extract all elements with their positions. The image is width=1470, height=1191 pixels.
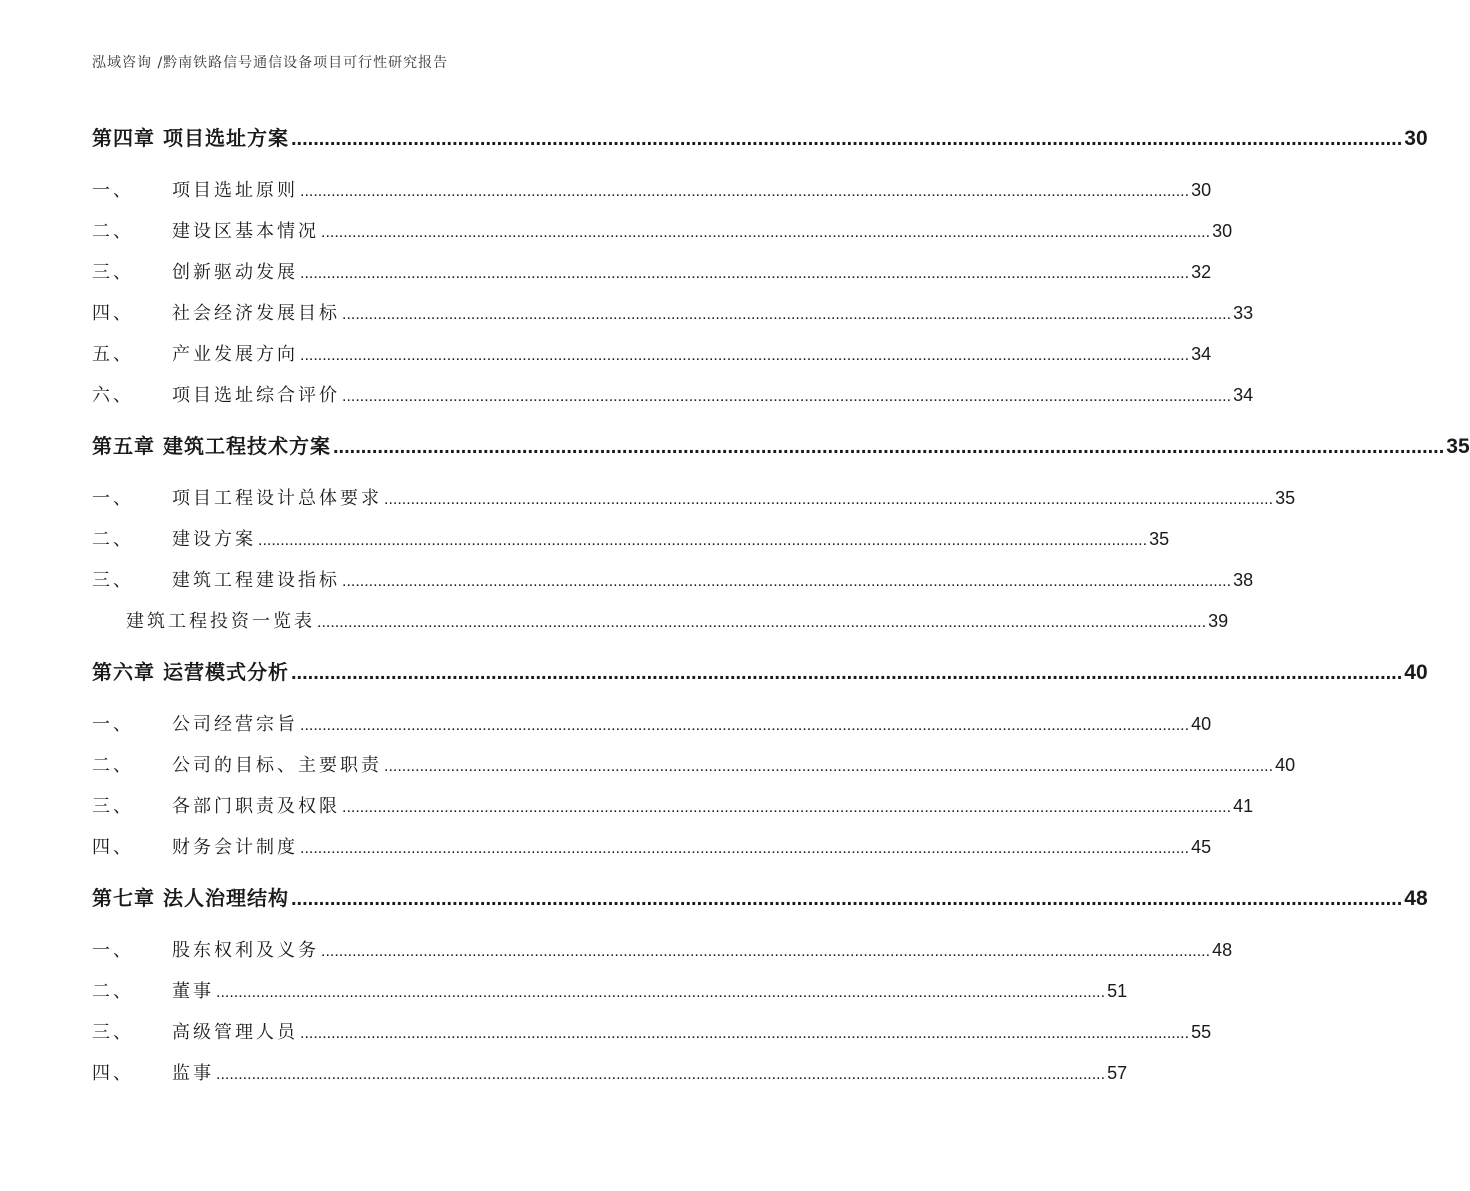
toc-leader-dots: ........................................................................................................................................................................................................ — [384, 758, 1274, 775]
toc-section[interactable] — [92, 751, 1296, 777]
toc-page-number: 40 — [1404, 661, 1428, 684]
toc-section[interactable] — [92, 977, 1128, 1003]
toc-page-number: 35 — [1446, 435, 1470, 458]
toc-section[interactable] — [92, 792, 1254, 818]
toc-section-number: 二、 — [92, 529, 134, 550]
toc-section-title: 创新驱动发展 — [172, 262, 298, 283]
toc-section-number: 四、 — [92, 837, 134, 858]
toc-section-title: 社会经济发展目标 — [172, 303, 340, 324]
toc-section[interactable] — [92, 936, 1233, 962]
toc-page-number: 38 — [1233, 570, 1254, 590]
toc-page-number: 30 — [1191, 180, 1212, 200]
toc-section-number: 四、 — [92, 1063, 134, 1084]
toc-leader-dots: ........................................................................................................................................................................................................ — [300, 183, 1190, 200]
toc-section-number: 二、 — [92, 981, 134, 1002]
toc-section-title: 项目选址综合评价 — [172, 385, 340, 406]
toc-chapter-title: 第五章 建筑工程技术方案 — [92, 434, 331, 458]
toc-section[interactable] — [92, 176, 1212, 202]
toc-section[interactable] — [92, 299, 1254, 325]
toc-section-title: 建设方案 — [172, 529, 256, 550]
toc-leader-dots: ........................................................................................................................................................................................................ — [342, 799, 1232, 816]
toc-page-number: 34 — [1191, 344, 1212, 364]
toc-section[interactable] — [92, 833, 1212, 859]
toc-page-number: 34 — [1233, 385, 1254, 405]
toc-section-title: 公司的目标、主要职责 — [172, 755, 382, 776]
toc-section-number: 二、 — [92, 221, 134, 242]
toc-section-number: 五、 — [92, 344, 134, 365]
toc-leader-dots: ........................................................................................................................................................................................................ — [342, 573, 1232, 590]
toc-section-number: 二、 — [92, 755, 134, 776]
toc-section-number: 一、 — [92, 180, 134, 201]
header-divider — [88, 78, 832, 79]
toc-section-number: 三、 — [92, 1022, 134, 1043]
toc-leader-dots: ........................................................................................................................................................................................................ — [300, 1025, 1190, 1042]
toc-chapter-5[interactable] — [92, 430, 1470, 459]
toc-section-number: 一、 — [92, 714, 134, 735]
toc-section-number: 一、 — [92, 940, 134, 961]
toc-leader-dots: ........................................................................................................................................................................................................ — [342, 388, 1232, 405]
toc-leader-dots: ........................................................................................................................................................................................................ — [290, 128, 1403, 150]
toc-section[interactable] — [92, 1018, 1212, 1044]
toc-chapter-6[interactable] — [92, 656, 1428, 685]
toc-section[interactable] — [92, 1059, 1128, 1085]
toc-page-number: 55 — [1191, 1022, 1212, 1042]
toc-leader-dots: ........................................................................................................................................................................................................ — [300, 347, 1190, 364]
toc-section[interactable] — [92, 258, 1212, 284]
toc-section[interactable] — [92, 710, 1212, 736]
toc-section[interactable] — [92, 217, 1233, 243]
toc-leader-dots: ........................................................................................................................................................................................................ — [321, 943, 1211, 960]
toc-page-number: 30 — [1212, 221, 1233, 241]
toc-page-number: 40 — [1275, 755, 1296, 775]
toc-section[interactable] — [92, 566, 1254, 592]
toc-chapter-4[interactable] — [92, 122, 1428, 151]
toc-section-title: 高级管理人员 — [172, 1022, 298, 1043]
toc-section-title: 项目选址原则 — [172, 180, 298, 201]
toc-page-number: 48 — [1404, 887, 1428, 910]
toc-chapter-title: 第六章 运营模式分析 — [92, 660, 289, 684]
toc-section-title: 董事 — [172, 981, 214, 1002]
toc-section[interactable] — [92, 340, 1212, 366]
toc-leader-dots: ........................................................................................................................................................................................................ — [216, 1066, 1106, 1083]
toc-leader-dots: ........................................................................................................................................................................................................ — [317, 614, 1207, 631]
toc-page-number: 51 — [1107, 981, 1128, 1001]
toc-chapter-7[interactable] — [92, 882, 1428, 911]
toc-section[interactable] — [92, 484, 1296, 510]
toc-leader-dots: ........................................................................................................................................................................................................ — [300, 840, 1190, 857]
toc-page-number: 40 — [1191, 714, 1212, 734]
toc-section-title: 建设区基本情况 — [172, 221, 319, 242]
toc-section-title: 股东权利及义务 — [172, 940, 319, 961]
toc-leader-dots: ........................................................................................................................................................................................................ — [321, 224, 1211, 241]
toc-chapter-title: 第七章 法人治理结构 — [92, 886, 289, 910]
toc-leader-dots: ........................................................................................................................................................................................................ — [384, 491, 1274, 508]
toc-leader-dots: ........................................................................................................................................................................................................ — [300, 265, 1190, 282]
toc-page-number: 30 — [1404, 127, 1428, 150]
toc-leader-dots: ........................................................................................................................................................................................................ — [342, 306, 1232, 323]
toc-section-number: 一、 — [92, 488, 134, 509]
toc-section-title: 各部门职责及权限 — [172, 796, 340, 817]
toc-page-number: 35 — [1149, 529, 1170, 549]
toc-section[interactable] — [92, 381, 1254, 407]
toc-page-number: 39 — [1208, 611, 1229, 631]
toc-leader-dots: ........................................................................................................................................................................................................ — [290, 662, 1403, 684]
toc-leader-dots: ........................................................................................................................................................................................................ — [300, 717, 1190, 734]
toc-section-number: 四、 — [92, 303, 134, 324]
toc-page-number: 32 — [1191, 262, 1212, 282]
toc-section-title: 建筑工程投资一览表 — [126, 611, 315, 632]
toc-section-title: 监事 — [172, 1063, 214, 1084]
toc-section[interactable] — [92, 525, 1170, 551]
running-header: 泓域咨询 /黔南铁路信号通信设备项目可行性研究报告 — [92, 55, 449, 71]
toc-leader-dots: ........................................................................................................................................................................................................ — [258, 532, 1148, 549]
toc-page-number: 41 — [1233, 796, 1254, 816]
toc-leader-dots: ........................................................................................................................................................................................................ — [332, 436, 1445, 458]
toc-leader-dots: ........................................................................................................................................................................................................ — [290, 888, 1403, 910]
toc-section-number: 三、 — [92, 796, 134, 817]
toc-section-title: 财务会计制度 — [172, 837, 298, 858]
toc-section-title: 公司经营宗旨 — [172, 714, 298, 735]
toc-page-number: 45 — [1191, 837, 1212, 857]
toc-section-title: 产业发展方向 — [172, 344, 298, 365]
toc-page-number: 48 — [1212, 940, 1233, 960]
toc-section-number: 三、 — [92, 262, 134, 283]
toc-page-number: 35 — [1275, 488, 1296, 508]
toc-section-title: 建筑工程建设指标 — [172, 570, 340, 591]
toc-page-number: 57 — [1107, 1063, 1128, 1083]
toc-section-number: 六、 — [92, 385, 134, 406]
toc-section[interactable] — [126, 607, 1229, 633]
toc-chapter-title: 第四章 项目选址方案 — [92, 126, 289, 150]
toc-section-number: 三、 — [92, 570, 134, 591]
toc-leader-dots: ........................................................................................................................................................................................................ — [216, 984, 1106, 1001]
toc-section-title: 项目工程设计总体要求 — [172, 488, 382, 509]
toc-page-number: 33 — [1233, 303, 1254, 323]
